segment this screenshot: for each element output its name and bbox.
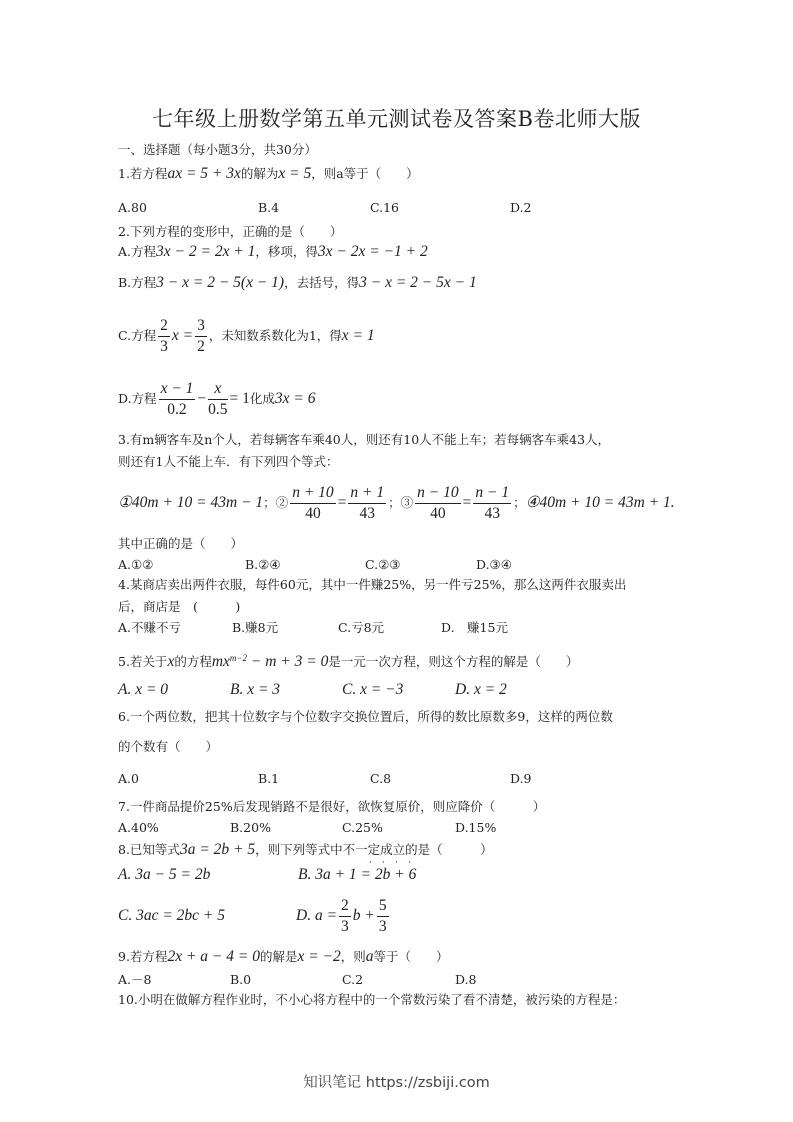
q6-option-a[interactable]: A.0 <box>118 771 139 786</box>
question-6-line-2: 的个数有（ ） <box>118 739 219 754</box>
fraction: $\frac{n + 1}{43}$ <box>350 484 385 522</box>
q9-option-d[interactable]: D.8 <box>455 972 477 987</box>
fraction: $\frac{2}{3}$ <box>341 897 349 935</box>
fraction: $\frac{n + 10}{40}$ <box>292 484 334 522</box>
question-4-line-1: 4.某商店卖出两件衣服，每件60元，其中一件赚25%，另一件亏25%，那么这两件衣服卖出 <box>118 577 627 592</box>
q1-option-b[interactable]: B.4 <box>258 200 280 215</box>
emphasis-dot: · <box>395 858 398 868</box>
footer-watermark[interactable]: 知识笔记 https://zsbiji.com <box>303 1075 490 1091</box>
q5-option-b[interactable]: B. x = 3 <box>230 681 281 698</box>
q3-option-a[interactable]: A.①② <box>118 557 154 572</box>
q6-option-b[interactable]: B.1 <box>258 771 280 786</box>
q1-option-c[interactable]: C.16 <box>370 200 399 215</box>
fraction: $\frac{n - 10}{40}$ <box>417 484 459 522</box>
emphasis-dot: · <box>408 858 411 868</box>
question-1-stem: 1.若方程ax = 5 + 3x的解为x = 5，则a等于（ ） <box>118 165 419 182</box>
q4-option-d[interactable]: D. 赚15元 <box>441 620 508 635</box>
q7-option-d[interactable]: D.15% <box>455 820 497 835</box>
q3-option-d[interactable]: D.③④ <box>476 557 512 572</box>
question-3-line-2: 则还有1人不能上车．有下列四个等式： <box>118 454 339 469</box>
q2-option-b[interactable]: B.方程3 − x = 2 − 5(x − 1)，去括号，得3 − x = 2 − 5x − 1 <box>118 274 477 291</box>
q8-option-b[interactable]: B. 3a + 1 = 2b + 6 <box>298 866 417 883</box>
question-7-stem: 7.一件商品提价25%后发现销路不是很好，欲恢复原价，则应降价（ ） <box>118 799 546 814</box>
emphasis-dot: · <box>369 858 372 868</box>
q7-option-b[interactable]: B.20% <box>230 820 271 835</box>
question-6-line-1: 6.一个两位数，把其十位数字与个位数字交换位置后，所得的数比原数多9，这样的两位数 <box>118 709 613 724</box>
fraction: $\frac{x}{0.5}$ <box>208 380 228 418</box>
q7-option-c[interactable]: C.25% <box>342 820 383 835</box>
question-5-stem: 5.若关于x的方程$mx^{m-2} - m + 3 = 0$是一元一次方程，则这个方程的解是（ ） <box>118 653 579 671</box>
q2-option-c[interactable]: C.方程 $\frac{2}{3}$ x = $\frac{3}{2}$ ，未知数系数化为1，得x = 1 <box>118 317 375 355</box>
q5-option-a[interactable]: A. x = 0 <box>118 681 169 698</box>
q9-option-c[interactable]: C.2 <box>342 972 364 987</box>
q1-option-a[interactable]: A.80 <box>118 200 147 215</box>
q4-option-a[interactable]: A.不赚不亏 <box>118 620 182 635</box>
q8-option-d[interactable]: D. a = $\frac{2}{3}$ b + $\frac{5}{3}$ <box>296 897 387 935</box>
section-heading: 一、选择题（每小题3分，共30分） <box>118 142 317 157</box>
fraction: $\frac{n - 1}{43}$ <box>475 484 510 522</box>
question-3-stem-2: 其中正确的是（ ） <box>118 536 244 551</box>
fraction: $\frac{5}{3}$ <box>378 897 387 935</box>
q6-option-d[interactable]: D.9 <box>510 771 532 786</box>
q3-option-b[interactable]: B.②④ <box>245 557 281 572</box>
page-title: 七年级上册数学第五单元测试卷及答案B卷北师大版 <box>152 107 641 131</box>
q5-option-c[interactable]: C. x = −3 <box>342 681 404 698</box>
fraction: $\frac{x - 1}{0.2}$ <box>160 380 194 418</box>
q1-option-d[interactable]: D.2 <box>510 200 532 215</box>
question-10-line-1: 10.小明在做解方程作业时，不小心将方程中的一个常数污染了看不清楚，被污染的方程是： <box>118 992 626 1007</box>
question-8-stem: 8.已知等式3a = 2b + 5，则下列等式中不一定成立的是（ ） <box>118 841 493 858</box>
fraction: $\frac{3}{2}$ <box>197 317 205 355</box>
q9-option-b[interactable]: B.0 <box>230 972 252 987</box>
question-9-stem: 9.若方程2x + a − 4 = 0的解是x = −2，则a等于（ ） <box>118 948 449 965</box>
q8-option-c[interactable]: C. 3ac = 2bc + 5 <box>118 907 226 924</box>
q4-option-c[interactable]: C.亏8元 <box>338 620 385 635</box>
q2-option-a[interactable]: A.方程3x − 2 = 2x + 1，移项，得3x − 2x = −1 + 2 <box>118 243 428 260</box>
question-4-line-2: 后，商店是 ( ) <box>118 599 241 614</box>
q6-option-c[interactable]: C.8 <box>370 771 392 786</box>
q7-option-a[interactable]: A.40% <box>118 820 159 835</box>
q8-option-a[interactable]: A. 3a − 5 = 2b <box>118 866 211 883</box>
q2-option-d[interactable]: D.方程 $\frac{x - 1}{0.2}$ − $\frac{x}{0.5}$ = 1化成3x = 6 <box>118 380 316 418</box>
fraction: $\frac{2}{3}$ <box>160 317 168 355</box>
question-2-stem: 2.下列方程的变形中，正确的是（ ） <box>118 224 343 239</box>
emphasis-dot: · <box>382 858 385 868</box>
question-3-line-1: 3.有m辆客车及n个人，若每辆客车乘40人，则还有10人不能上车；若每辆客车乘43人， <box>118 432 611 447</box>
q5-option-d[interactable]: D. x = 2 <box>455 681 507 698</box>
q9-option-a[interactable]: A.－8 <box>118 972 152 987</box>
q4-option-b[interactable]: B.赚8元 <box>232 620 279 635</box>
q3-equations: ①40m + 10 = 43m − 1；② $\frac{n + 10}{40}$ = $\frac{n + 1}{43}$ ；③ $\frac{n - 10}{40}$ = $\frac{n - 1}{43}$ ；④40m + 10 = 43m + 1. <box>118 484 675 522</box>
q3-option-c[interactable]: C.②③ <box>365 557 401 572</box>
